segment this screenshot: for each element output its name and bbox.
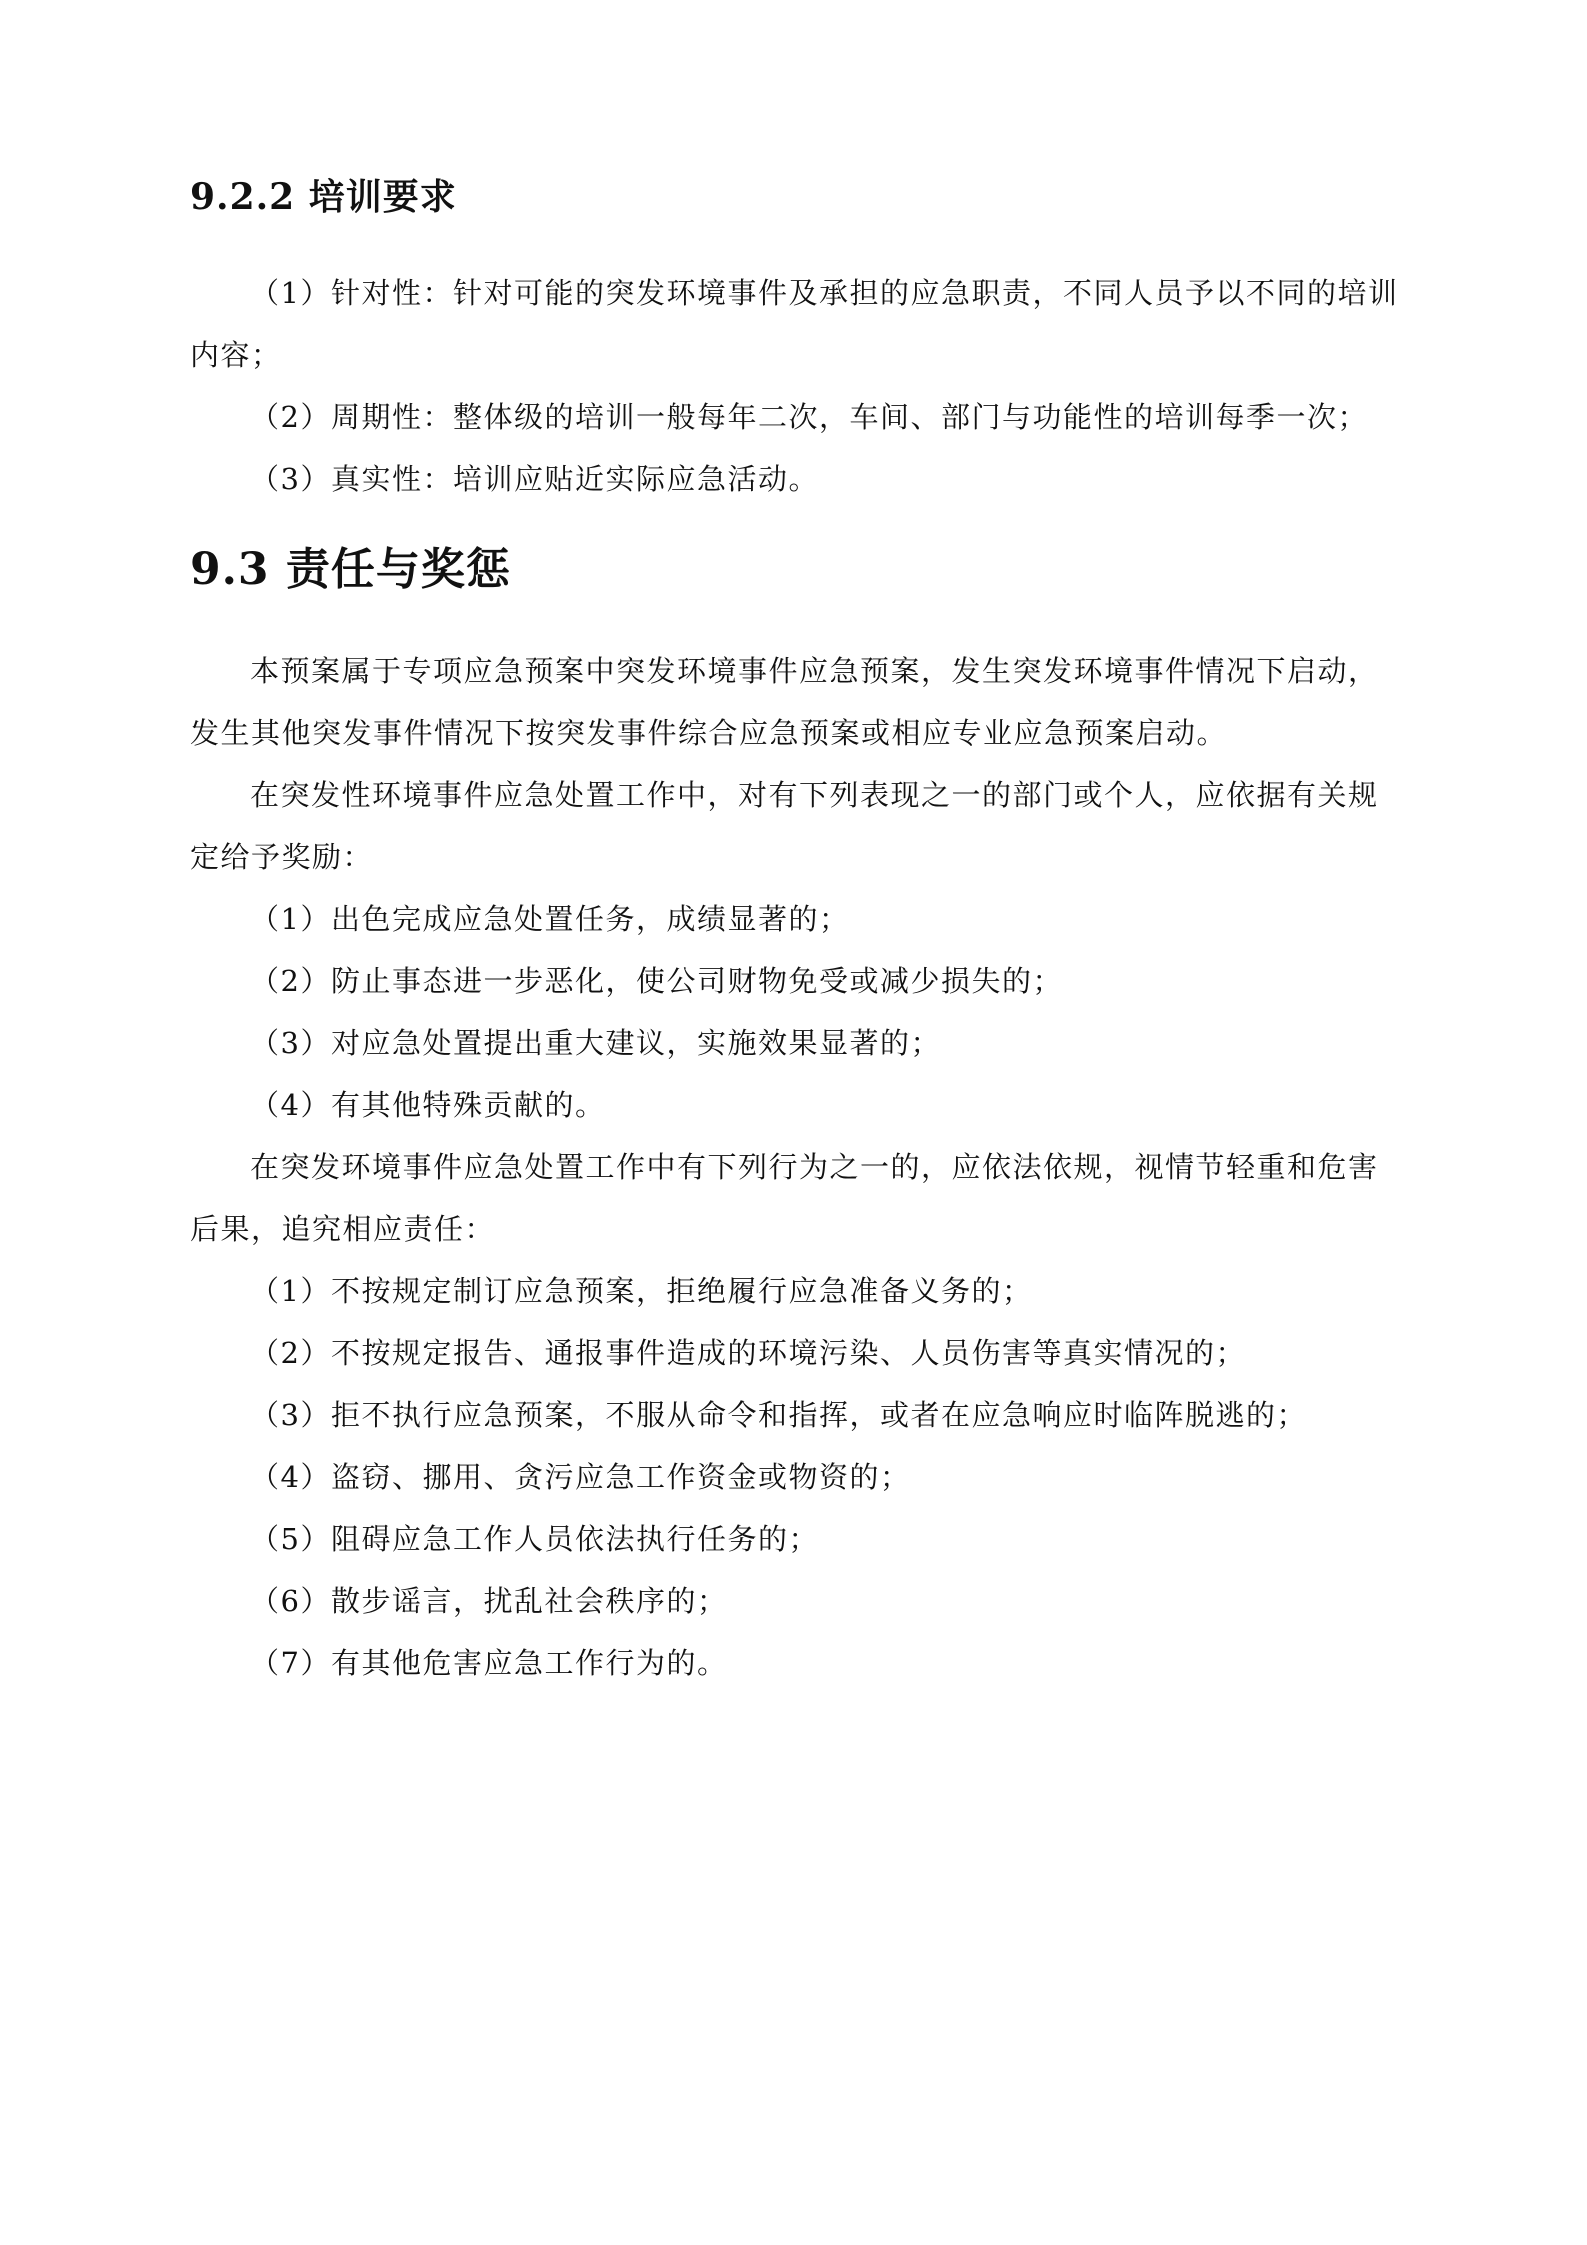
list-item: （6）散步谣言，扰乱社会秩序的；	[250, 1584, 728, 1618]
list-item: （1）针对性：针对可能的突发环境事件及承担的应急职责，不同人员予以不同的培训内容；	[190, 276, 1399, 372]
intro-paragraph: 本预案属于专项应急预案中突发环境事件应急预案，发生突发环境事件情况下启动，发生其他突发事件情况下按突发事件综合应急预案或相应专业应急预案启动。	[190, 654, 1379, 750]
list-item: （1）不按规定制订应急预案，拒绝履行应急准备义务的；	[250, 1274, 1033, 1308]
list-item: （3）拒不执行应急预案，不服从命令和指挥，或者在应急响应时临阵脱逃的；	[250, 1398, 1307, 1432]
list-item: （5）阻碍应急工作人员依法执行任务的；	[250, 1522, 819, 1556]
list-item: （7）有其他危害应急工作行为的。	[250, 1646, 728, 1680]
list-item: （3）真实性：培训应贴近实际应急活动。	[250, 462, 819, 496]
responsibility-section-body	[190, 640, 1405, 1694]
penalty-intro-paragraph: 在突发环境事件应急处置工作中有下列行为之一的，应依法依规，视情节轻重和危害后果，追究相应责任：	[190, 1150, 1379, 1246]
list-item: （3）对应急处置提出重大建议，实施效果显著的；	[250, 1026, 941, 1060]
list-item: （2）周期性：整体级的培训一般每年二次，车间、部门与功能性的培训每季一次；	[250, 400, 1368, 434]
section-heading-9-3: 9.3 责任与奖惩	[190, 544, 511, 595]
list-item: （2）防止事态进一步恶化，使公司财物免受或减少损失的；	[250, 964, 1063, 998]
list-item: （4）有其他特殊贡献的。	[250, 1088, 606, 1122]
section-heading-9-2-2: 9.2.2 培训要求	[190, 176, 457, 218]
list-item: （2）不按规定报告、通报事件造成的环境污染、人员伤害等真实情况的；	[250, 1336, 1246, 1370]
list-item: （4）盗窃、挪用、贪污应急工作资金或物资的；	[250, 1460, 911, 1494]
reward-intro-paragraph: 在突发性环境事件应急处置工作中，对有下列表现之一的部门或个人，应依据有关规定给予奖励：	[190, 778, 1379, 874]
list-item: （1）出色完成应急处置任务，成绩显著的；	[250, 902, 850, 936]
training-requirements-list	[190, 262, 1405, 510]
